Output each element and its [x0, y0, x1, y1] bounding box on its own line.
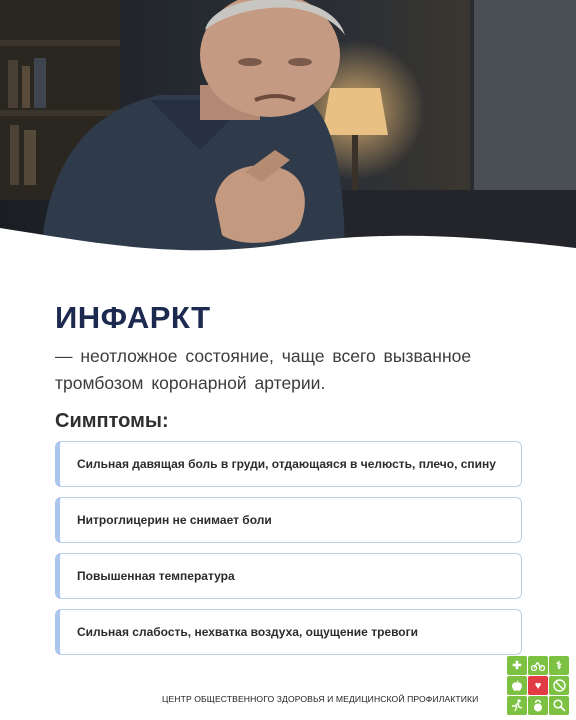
- symptom-card: [55, 609, 522, 655]
- no-smoking-icon: [549, 676, 569, 695]
- magnifier-icon: [549, 696, 569, 715]
- symptom-card: [55, 497, 522, 543]
- health-center-logo: [507, 656, 569, 716]
- symptom-label: Сильная давящая боль в груди, отдающаяся в челюсть, плечо, спину: [77, 457, 496, 471]
- apple-icon: [507, 676, 527, 695]
- plus-icon: ✚: [507, 656, 527, 675]
- definition-text: — неотложное состояние, чаще всего вызванное тромбозом коронарной артерии.: [55, 346, 472, 393]
- man-clutching-chest-illustration: [0, 0, 576, 265]
- kettlebell-icon: [528, 696, 548, 715]
- symptoms-heading: Симптомы:: [55, 410, 169, 432]
- organization-name: ЦЕНТР ОБЩЕСТВЕННОГО ЗДОРОВЬЯ И МЕДИЦИНСКОЙ ПРОФИЛАКТИКИ: [162, 694, 479, 704]
- heart-icon: ♥: [528, 676, 548, 695]
- symptom-label: Нитроглицерин не снимает боли: [77, 513, 272, 527]
- symptom-label: Повышенная температура: [77, 569, 235, 583]
- symptom-label: Сильная слабость, нехватка воздуха, ощущение тревоги: [77, 625, 418, 639]
- caduceus-icon: ⚕: [549, 656, 569, 675]
- runner-icon: [507, 696, 527, 715]
- hero-photo: [0, 0, 576, 265]
- symptom-card: [55, 441, 522, 487]
- bicycle-icon: [528, 656, 548, 675]
- page-title: ИНФАРКТ: [55, 300, 211, 335]
- symptom-list: [55, 441, 522, 665]
- symptom-card: [55, 553, 522, 599]
